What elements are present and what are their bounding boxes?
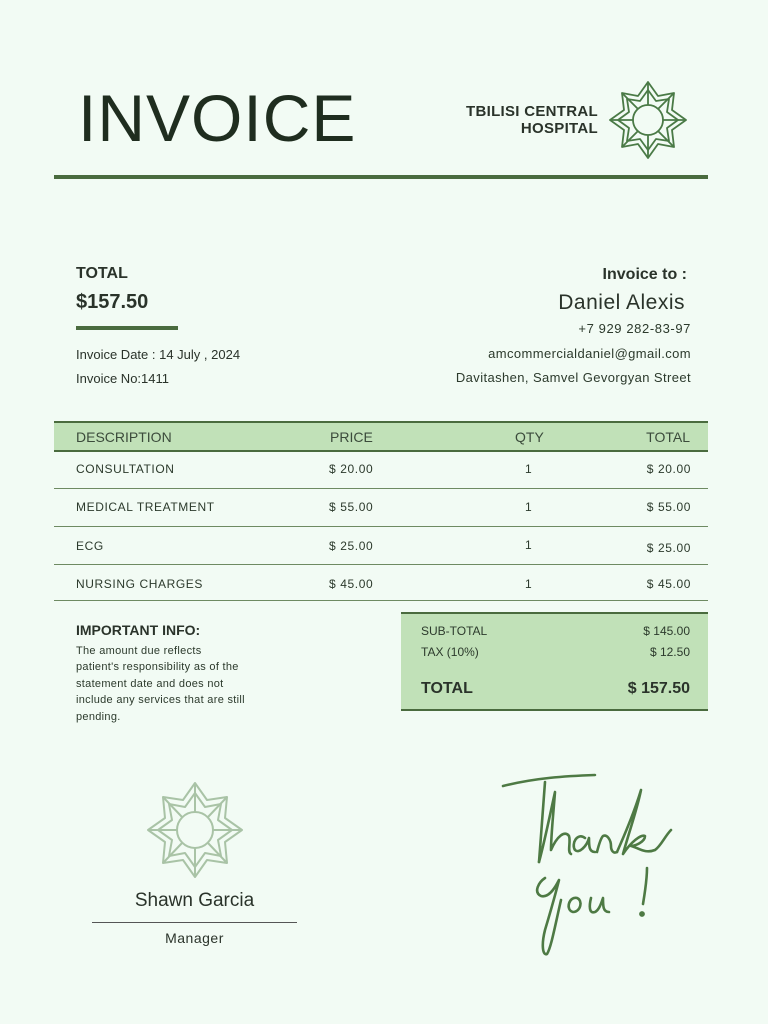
column-header-description: DESCRIPTION <box>76 429 172 445</box>
tax-value: $ 12.50 <box>649 645 690 659</box>
invoice-date: Invoice Date : 14 July , 2024 <box>76 347 241 362</box>
row-qty: 1 <box>525 538 533 552</box>
tax-label: TAX (10%) <box>421 645 479 659</box>
recipient-address: Davitashen, Samvel Gevorgyan Street <box>455 370 691 385</box>
important-info-title: IMPORTANT INFO: <box>76 622 201 638</box>
row-description: NURSING CHARGES <box>76 577 204 591</box>
row-total: $ 20.00 <box>646 462 691 476</box>
row-price: $ 45.00 <box>329 577 374 591</box>
grand-total-label: TOTAL <box>421 680 473 697</box>
subtotal-value: $ 145.00 <box>643 624 690 638</box>
total-underline <box>76 326 178 330</box>
row-qty: 1 <box>525 577 533 591</box>
important-info-text: The amount due reflects patient's responsibility as of the statement date and does not include any services that are still pending. <box>76 645 245 723</box>
recipient-email: amcommercialdaniel@gmail.com <box>488 346 691 361</box>
hospital-name <box>466 103 598 137</box>
row-price: $ 55.00 <box>329 500 374 514</box>
signatory-name: Shawn Garcia <box>134 890 255 911</box>
total-amount: $157.50 <box>76 291 149 313</box>
recipient-name: Daniel Alexis <box>558 291 685 314</box>
header-divider <box>54 175 708 179</box>
subtotal-label: SUB-TOTAL <box>421 624 488 638</box>
invoice-to-label: Invoice to : <box>602 266 687 283</box>
row-description: CONSULTATION <box>76 462 175 476</box>
column-header-price: PRICE <box>330 429 373 445</box>
thank-you-script <box>495 770 695 965</box>
grand-total-value: $ 157.50 <box>627 680 690 697</box>
row-divider <box>54 488 708 489</box>
column-header-total: TOTAL <box>646 429 690 445</box>
row-qty: 1 <box>525 462 533 476</box>
row-price: $ 25.00 <box>329 539 374 553</box>
watermark-logo-icon <box>144 781 246 879</box>
recipient-phone: +7 929 282-83-97 <box>578 321 691 336</box>
signatory-role: Manager <box>165 930 224 946</box>
total-label: TOTAL <box>76 265 128 282</box>
row-price: $ 20.00 <box>329 462 374 476</box>
row-total: $ 45.00 <box>646 577 691 591</box>
signature-line <box>92 922 297 923</box>
row-divider <box>54 526 708 527</box>
invoice-number: Invoice No:1411 <box>76 371 169 386</box>
column-header-qty: QTY <box>515 429 544 445</box>
row-total: $ 25.00 <box>646 541 691 555</box>
row-description: MEDICAL TREATMENT <box>76 500 215 514</box>
table-bottom-divider <box>54 600 708 601</box>
row-qty: 1 <box>525 500 533 514</box>
hospital-name-line2: HOSPITAL <box>520 120 598 137</box>
row-divider <box>54 564 708 565</box>
row-total: $ 55.00 <box>646 500 691 514</box>
hospital-name-line1: TBILISI CENTRAL <box>466 103 598 120</box>
invoice-title: INVOICE <box>78 81 357 155</box>
hospital-logo-icon <box>606 80 690 160</box>
row-description: ECG <box>76 539 104 553</box>
